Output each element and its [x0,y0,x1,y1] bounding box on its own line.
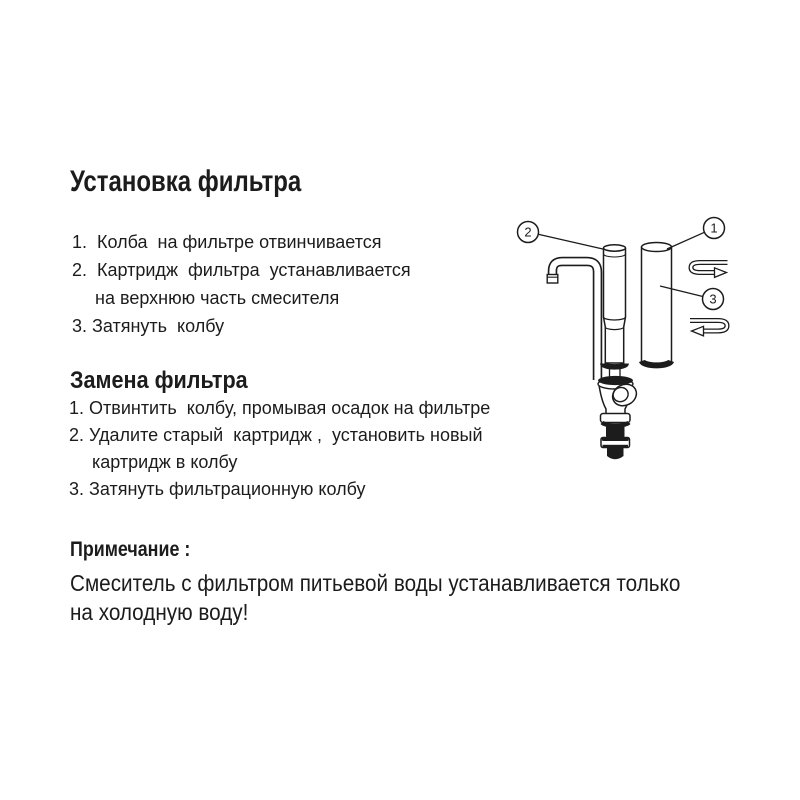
install-step-1: 1. Колба на фильтре отвинчивается [72,232,382,252]
svg-text:3: 3 [709,291,717,307]
faucet-spout [547,262,597,381]
note-title: Примечание : [70,538,191,561]
install-step-3: 3. Затянуть колбу [72,316,225,336]
install-step-2: 2. Картридж фильтра устанавливается [72,260,411,280]
install-steps-list [72,228,411,340]
note-body [70,569,680,626]
faucet-body [598,376,640,459]
callout-1 [704,218,725,239]
filter-flask [642,243,672,368]
replace-step-3: 3. Затянуть фильтрационную колбу [69,479,366,499]
replace-step-2-continued: картридж в колбу [92,452,238,472]
replace-step-1: 1. Отвинтить колбу, промывая осадок на фильтре [69,398,491,418]
faucet-base-flange [601,414,631,423]
thread-lower [607,447,624,459]
callout-3 [703,289,724,310]
install-section-title: Установка фильтра [70,165,302,198]
svg-text:2: 2 [524,224,532,240]
cartridge-oring [603,364,626,367]
rotation-arrow-top [691,263,728,278]
install-step-2-continued: на верхнюю часть смесителя [95,288,340,308]
replace-step-2: 2. Удалите старый картридж , установить новый [69,425,483,445]
callout-2 [518,222,539,243]
spout-tip [547,275,558,284]
note-line-1: Смеситель с фильтром питьевой воды устанавливается только [70,570,681,596]
thread-upper [606,426,625,438]
rotation-arrow-bottom [690,321,727,336]
replace-steps-list [69,395,490,503]
replace-section-title: Замена фильтра [70,367,248,394]
faucet-filter-diagram [495,215,740,467]
svg-text:1: 1 [710,220,718,236]
note-line-2: на холодную воду! [70,598,249,625]
filter-cartridge [603,245,626,378]
